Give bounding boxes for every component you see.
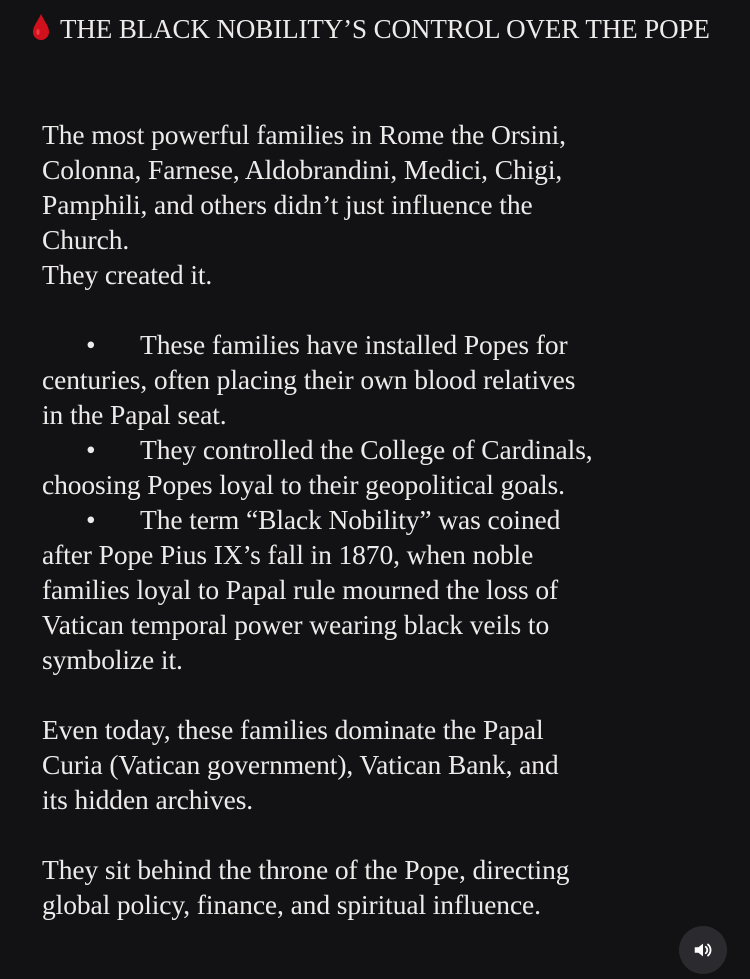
bullet-marker: •: [86, 504, 96, 535]
spacer: [42, 47, 732, 82]
today-line: Curia (Vatican government), Vatican Bank, and: [42, 749, 559, 780]
closing-line: global policy, finance, and spiritual influence.: [42, 889, 541, 920]
closing-line: They sit behind the throne of the Pope, directing: [42, 854, 570, 885]
post-heading: [42, 12, 732, 47]
intro-line: Church.: [42, 224, 130, 255]
bullet-marker: •: [86, 434, 96, 465]
bullet-first-line: They controlled the College of Cardinals,: [140, 434, 593, 465]
intro-end-line: They created it.: [42, 259, 213, 290]
heading-text: THE BLACK NOBILITY’S CONTROL OVER THE POPE: [60, 14, 710, 44]
bullet-line: in the Papal seat.: [42, 399, 227, 430]
speaker-icon: [692, 939, 714, 961]
intro-line: The most powerful families in Rome the Orsini,: [42, 119, 566, 150]
bullet-line: after Pope Pius IX’s fall in 1870, when noble: [42, 539, 534, 570]
bullet-line: Vatican temporal power wearing black veils to: [42, 609, 550, 640]
spacer: [42, 677, 732, 712]
post-text: [42, 12, 732, 922]
bullet-marker: •: [86, 329, 96, 360]
bullet-first-line: The term “Black Nobility” was coined: [140, 504, 561, 535]
today-line: Even today, these families dominate the Papal: [42, 714, 544, 745]
bullet-item: [42, 432, 732, 502]
intro-line: Pamphili, and others didn’t just influence the: [42, 189, 533, 220]
spacer: [42, 292, 732, 327]
bullet-line: symbolize it.: [42, 644, 183, 675]
bullet-item: [42, 327, 732, 432]
bullet-item: [42, 502, 732, 677]
blood-drop-icon: [30, 12, 52, 42]
bullet-line: centuries, often placing their own blood relatives: [42, 364, 576, 395]
bullet-first-line: These families have installed Popes for: [140, 329, 568, 360]
spacer: [42, 82, 732, 117]
bullet-line: choosing Popes loyal to their geopolitical goals.: [42, 469, 565, 500]
spacer: [42, 817, 732, 852]
bullet-line: families loyal to Papal rule mourned the loss of: [42, 574, 559, 605]
intro-line: Colonna, Farnese, Aldobrandini, Medici, Chigi,: [42, 154, 563, 185]
sound-toggle-button[interactable]: [679, 926, 727, 974]
today-line: its hidden archives.: [42, 784, 254, 815]
